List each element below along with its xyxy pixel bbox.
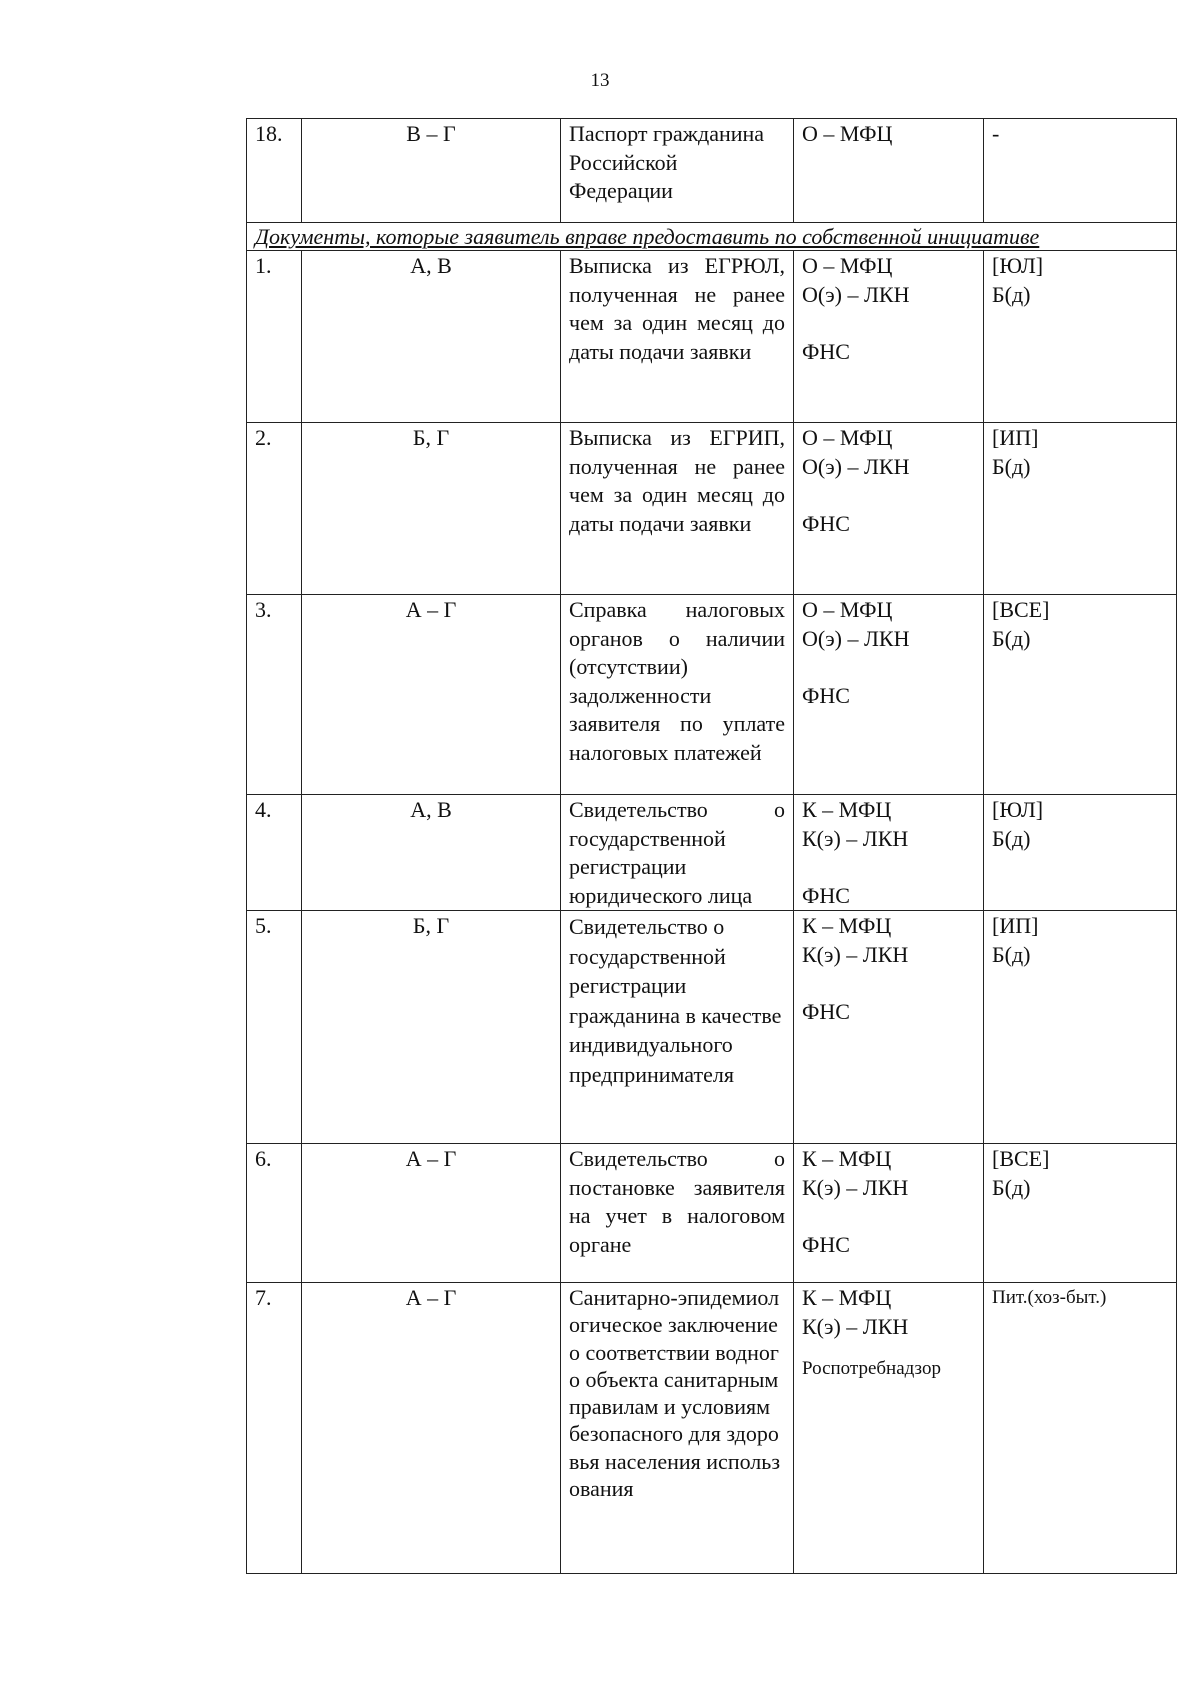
table-row bbox=[247, 423, 1177, 595]
applicant-categories: А – Г bbox=[302, 595, 561, 795]
row-number: 3. bbox=[247, 595, 302, 795]
document-source: К – МФЦ К(э) – ЛКН Роспотребнадзор bbox=[794, 1283, 984, 1574]
section-title: Документы, которые заявитель вправе предоставить по собственной инициативе bbox=[247, 223, 1177, 251]
applicant-categories: А, В bbox=[302, 795, 561, 911]
row-number: 6. bbox=[247, 1144, 302, 1283]
applicability: [ИП] Б(д) bbox=[984, 911, 1177, 1144]
applicant-categories: А, В bbox=[302, 251, 561, 423]
applicability: - bbox=[984, 119, 1177, 223]
row-number: 2. bbox=[247, 423, 302, 595]
document-name: Свидетельство о государственной регистрации юридического лица bbox=[561, 795, 794, 911]
document-source: К – МФЦ К(э) – ЛКН ФНС bbox=[794, 911, 984, 1144]
row-number: 1. bbox=[247, 251, 302, 423]
page-number: 13 bbox=[590, 70, 610, 91]
document-name: Выписка из ЕГРИП, полученная не ранее чем за один месяц до даты подачи заявки bbox=[561, 423, 794, 595]
document-name: Свидетельство о постановке заявителя на учет в налоговом органе bbox=[561, 1144, 794, 1283]
document-name: Санитарно-эпидемиологическое заключение о соответствии водного объекта санитарным правилам и условиям безопасного для здоровья населения использования bbox=[561, 1283, 794, 1574]
document-source: О – МФЦ О(э) – ЛКН ФНС bbox=[794, 423, 984, 595]
document-source: К – МФЦ К(э) – ЛКН ФНС bbox=[794, 795, 984, 911]
applicant-categories: В – Г bbox=[302, 119, 561, 223]
table-row bbox=[247, 119, 1177, 223]
applicability: [ЮЛ] Б(д) bbox=[984, 795, 1177, 911]
applicability: [ЮЛ] Б(д) bbox=[984, 251, 1177, 423]
table-row bbox=[247, 1144, 1177, 1283]
row-number: 4. bbox=[247, 795, 302, 911]
table-row bbox=[247, 595, 1177, 795]
row-number: 5. bbox=[247, 911, 302, 1144]
applicability: [ИП] Б(д) bbox=[984, 423, 1177, 595]
applicant-categories: Б, Г bbox=[302, 423, 561, 595]
table-row bbox=[247, 911, 1177, 1144]
applicant-categories: А – Г bbox=[302, 1283, 561, 1574]
applicability: [ВСЕ] Б(д) bbox=[984, 1144, 1177, 1283]
document-name: Свидетельство о государственной регистрации гражданина в качестве индивидуального предпринимателя bbox=[561, 911, 794, 1144]
row-number: 7. bbox=[247, 1283, 302, 1574]
document-name: Выписка из ЕГРЮЛ, полученная не ранее чем за один месяц до даты подачи заявки bbox=[561, 251, 794, 423]
table-row bbox=[247, 251, 1177, 423]
document-source: К – МФЦ К(э) – ЛКН ФНС bbox=[794, 1144, 984, 1283]
applicant-categories: А – Г bbox=[302, 1144, 561, 1283]
documents-table bbox=[246, 118, 1177, 1574]
row-number: 18. bbox=[247, 119, 302, 223]
document-source: О – МФЦ О(э) – ЛКН ФНС bbox=[794, 251, 984, 423]
table-row bbox=[247, 795, 1177, 911]
document-source: О – МФЦ bbox=[794, 119, 984, 223]
table-row bbox=[247, 1283, 1177, 1574]
document-name: Справка налоговых органов о наличии (отсутствии) задолженности заявителя по уплате налоговых платежей bbox=[561, 595, 794, 795]
applicant-categories: Б, Г bbox=[302, 911, 561, 1144]
document-name bbox=[561, 119, 794, 223]
section-heading-row bbox=[247, 223, 1177, 251]
applicability: Пит.(хоз-быт.) bbox=[984, 1283, 1177, 1574]
document-name-text: Паспорт гражданина Российской Федерации bbox=[569, 121, 765, 203]
applicability: [ВСЕ] Б(д) bbox=[984, 595, 1177, 795]
document-source: О – МФЦ О(э) – ЛКН ФНС bbox=[794, 595, 984, 795]
